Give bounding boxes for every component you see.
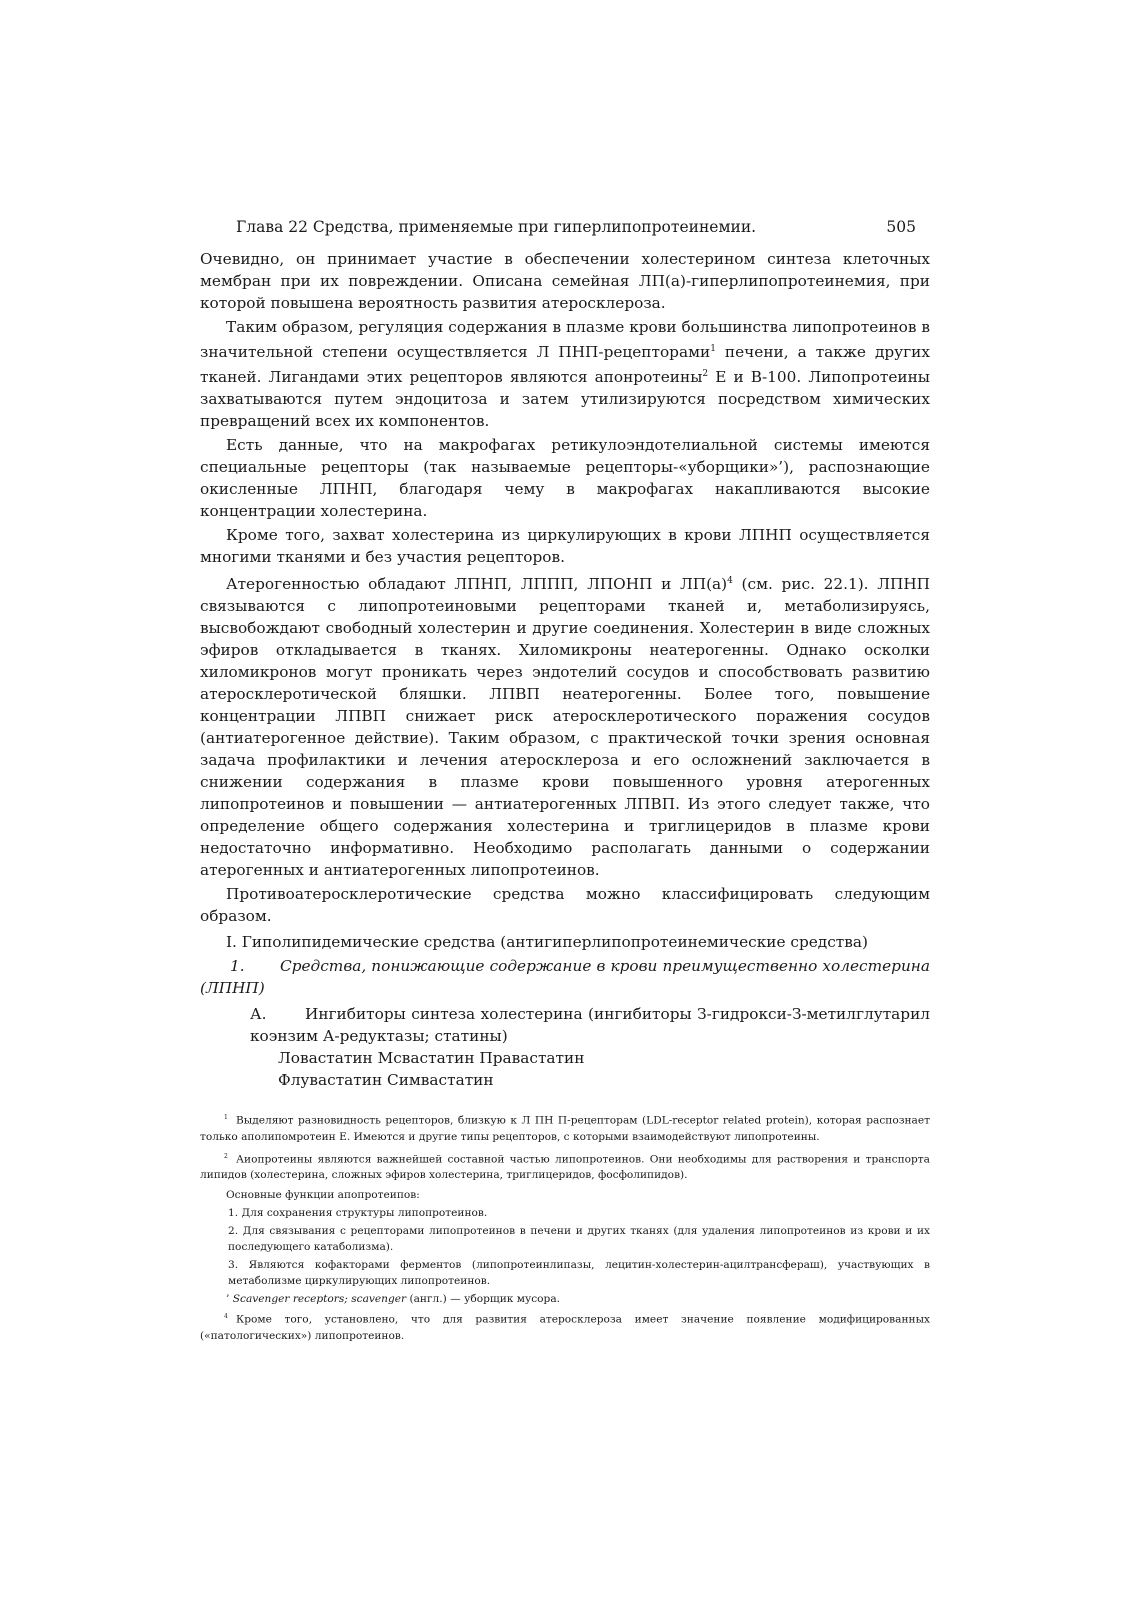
footnote-mark: ’ [226,1293,230,1306]
footnote [200,1309,930,1344]
text-run: Е и В-100. Липопротеины захватываются путем эндоцитоза и затем утилизируются посредством химических превращений всех их компонентов. [200,368,930,431]
paragraph [200,316,930,432]
drug-group [250,1003,930,1047]
footnote-function-item: 2. Для связывания с рецепторами липопротеинов в печени и других тканях (для удаления липопротеинов из крови и их последующего катаболизма). [228,1225,930,1254]
footnote-function-item: 3. Являются кофакторами ферментов (липопротеинлипазы, лецитин-холестерин-ацилтрансфераш), участвующих в метаболизме циркулирующих липопротеинов. [228,1259,930,1288]
subheading-text: Средства, понижающие содержание в крови преимущественно холестерина (ЛПНП) [200,957,930,998]
running-header [236,218,916,236]
footnotes [200,1110,930,1348]
text-run: Атерогенностью обладают ЛПНП, ЛППП, ЛПОНП и ЛП(а) [226,575,728,594]
footnote-text: Выделяют разновидность рецепторов, близкую к Л ПН П-рецепторам (LDL-receptor related protein), которая распознает только аполипомротеин Е. Имеются и другие типы рецепторов, с которыми взаимодействуют липопротеины. [200,1114,930,1143]
paragraph: Кроме того, захват холестерина из циркулирующих в крови ЛПНП осуществляется многими тканями и без участия рецепторов. [200,526,930,567]
paragraph [200,570,930,881]
group-text: Ингибиторы синтеза холестерина (ингибиторы З-гидрокси-З-метилглутарил коэнзим А-редуктазы; статины) [250,1005,930,1046]
text-run: печени, а также других тканей. Лигандами этих рецепторов являются апонротеины [200,343,930,387]
footnote-mark: 2 [224,1152,228,1160]
footnote-text: (англ.) — уборщик мусора. [406,1293,560,1306]
footnote-text: Аиопротеины являются важнейшей составной частью липопротеинов. Они необходимы для растворения и транспорта липидов (холестерина, сложных эфиров холестерина, триглицеридов, фосфолипидов). [200,1153,930,1182]
footnote-ref: 2 [702,369,709,380]
footnote-italic-term: Scavenger receptors; scavenger [232,1293,407,1306]
paragraph: Есть данные, что на макрофагах ретикулоэндотелиальной системы имеются специальные рецепторы (так называемые рецепторы-«уборщики»’), распознающие окисленные ЛПНП, благодаря чему в макрофагах накапливаются высокие концентрации холестерина. [200,436,930,521]
footnote [200,1110,930,1145]
main-text [200,248,930,1091]
footnote-ref: 1 [710,344,716,354]
footnote-text: Кроме того, установлено, что для развития атеросклероза имеет значение появление модифицированных («патологических») липопротеинов. [200,1313,930,1342]
paragraph: Очевидно, он принимает участие в обеспечении холестерином синтеза клеточных мембран при их повреждении. Описана семейная ЛП(а)-гиперлипопротеинемия, при которой повышена вероятность развития атеросклероза. [200,250,930,312]
footnote [200,1291,930,1307]
page-number: 505 [886,218,916,236]
paragraph: Противоатеросклеротические средства можно классифицировать следующим образом. [200,885,930,926]
classification-subheading [200,955,930,999]
text-run: (см. рис. 22.1). ЛПНП связываются с липопротеиновыми рецепторами тканей и, метаболизируясь, высвобождают свободный холестерин и другие соединения. Холестерин в виде сложных эфиров откладывается в тканях. Хиломикроны неатерогенны. Однако осколки хиломикронов могут проникать через эндотелий сосудов и способствовать развитию атеросклеротической бляшки. ЛПВП неатерогенны. Более того, повышение концентрации ЛПВП снижает риск атеросклеротического поражения сосудов (антиатерогенное действие). Таким образом, с практической точки зрения основная задача профилактики и лечения атеросклероза и его осложнений заключается в снижении содержания в плазме крови повышенного уровня атерогенных липопротеинов и повышении — антиатерогенных ЛПВП. Из этого следует также, что определение общего содержания холестерина и триглицеридов в плазме крови недостаточно информативно. Необходимо располагать данными о содержании атерогенных и антиатерогенных липопротеинов. [200,575,930,880]
footnote-mark: 1 [224,1114,228,1121]
subheading-number: 1. [230,957,245,976]
group-letter: А. [250,1005,267,1024]
footnote-functions-title: Основные функции апопротеипов: [226,1189,420,1202]
footnote-function-item: 1. Для сохранения структуры липопротеинов. [228,1207,488,1220]
drug-list-line: Ловастатин Мсвастатин Правастатин [278,1049,585,1068]
footnote [200,1149,930,1184]
drug-list-line: Флувастатин Симвастатин [278,1071,494,1090]
chapter-title: Глава 22 Средства, применяемые при гиперлипопротеинемии. [236,218,757,236]
text-run: Таким образом, регуляция содержания в плазме крови большинства липопротеинов в значительной степени осуществляется Л ПНП-рецепторами [200,318,930,362]
classification-heading: I. Гиполипидемические средства (антигиперлипопротеинемические средства) [226,933,868,952]
footnote-mark: 4 [224,1313,228,1321]
footnote-ref: 4 [727,576,733,587]
